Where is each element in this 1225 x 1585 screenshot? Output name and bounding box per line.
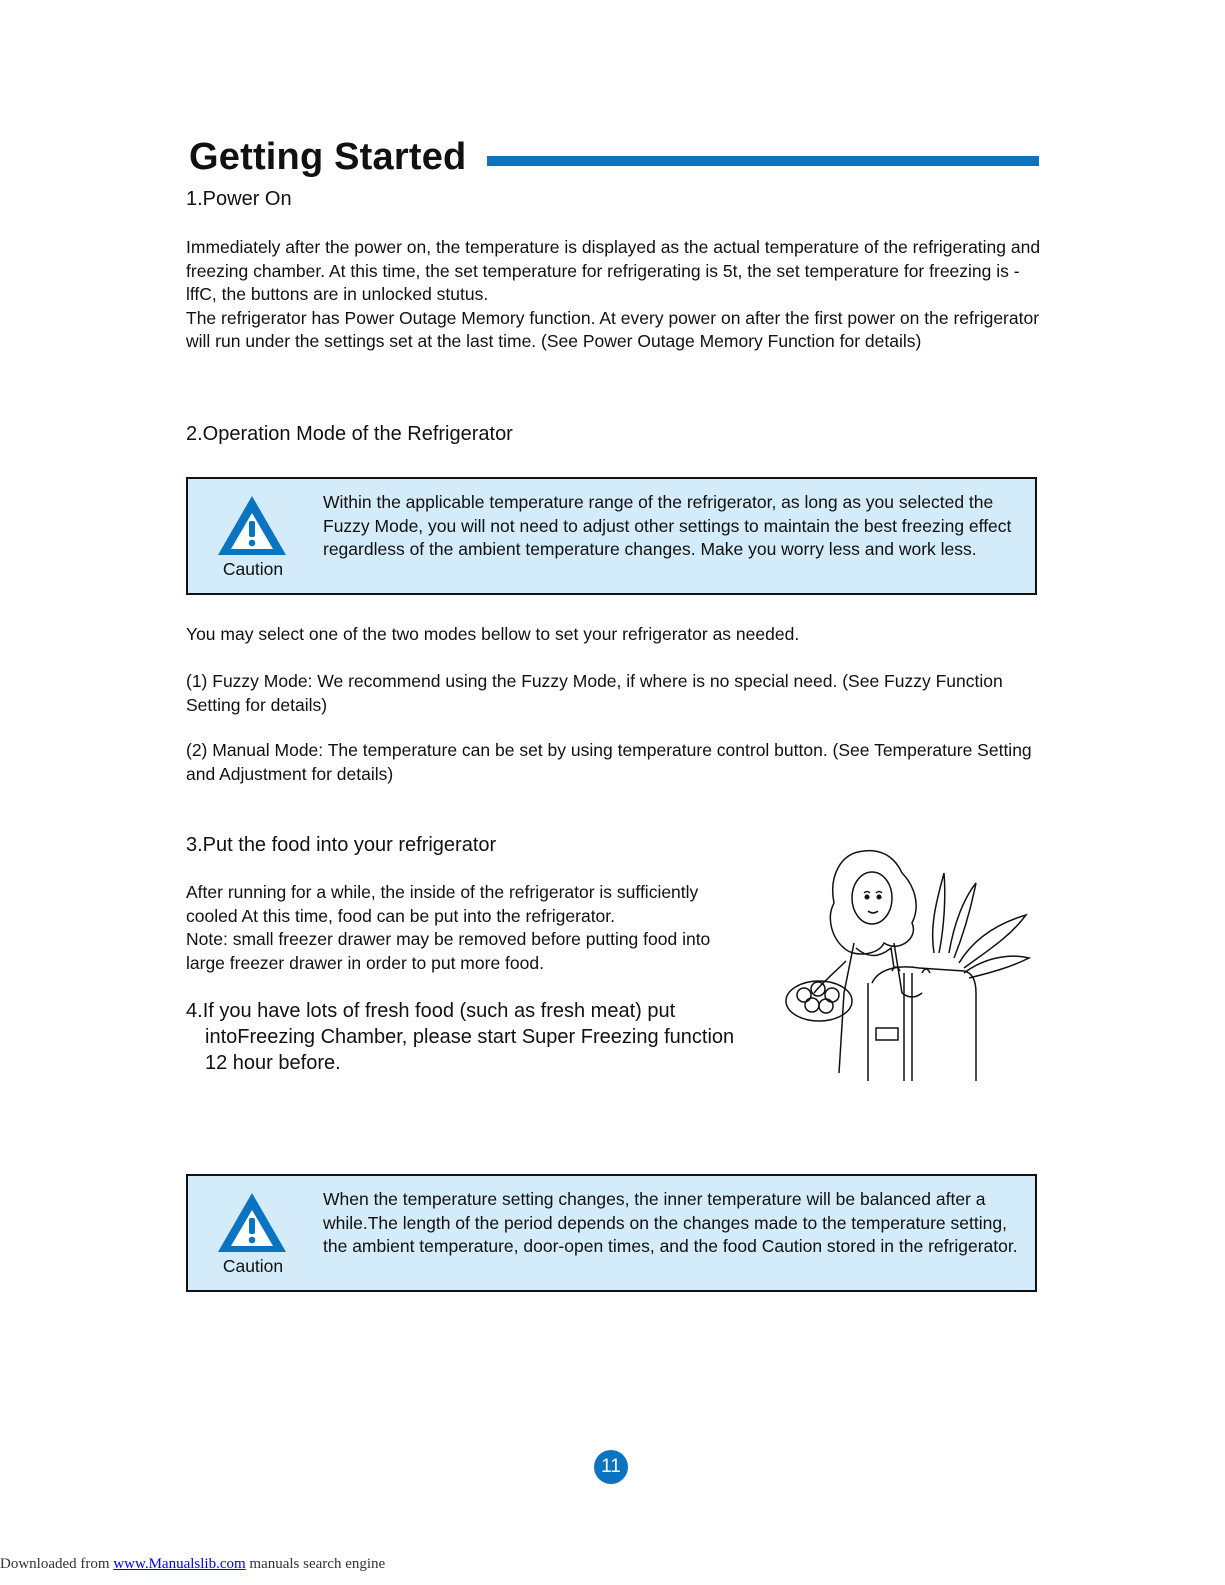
- section-1-paragraph-1: Immediately after the power on, the temperature is displayed as the actual temperature of the refrigerating and freezing chamber. At this time, the set temperature for refrigerating is 5t, the set temperature for freezing is -lffC, the buttons are in unlocked stutus.: [186, 237, 1041, 304]
- warning-triangle-icon: [216, 493, 288, 559]
- section-1-body: [186, 236, 1046, 354]
- section-4-line-2: intoFreezing Chamber, please start Super Freezing function: [205, 1026, 735, 1048]
- modes-intro: You may select one of the two modes bellow to set your refrigerator as needed.: [186, 624, 800, 644]
- caution-label: Caution: [222, 1256, 284, 1276]
- section-3-line-4: large freezer drawer in order to put more food.: [186, 952, 544, 973]
- download-footer: [0, 1556, 385, 1573]
- section-4-number: 4.: [186, 1000, 203, 1022]
- footer-prefix: Downloaded from: [0, 1556, 114, 1572]
- caution-box-2: [186, 1174, 1037, 1292]
- section-1-paragraph-2: The refrigerator has Power Outage Memory function. At every power on after the first power on the refrigerator will run under the settings set at the last time. (See Power Outage Memory Function for details): [186, 307, 1040, 351]
- title-underline-bar: [487, 156, 1039, 166]
- caution-box-1: [186, 477, 1037, 595]
- fuzzy-mode-text: (1) Fuzzy Mode: We recommend using the Fuzzy Mode, if where is no special need. (See Fuzzy Function Setting for details): [186, 671, 1003, 715]
- caution-label: Caution: [222, 559, 284, 579]
- caution-text: Within the applicable temperature range of the refrigerator, as long as you selected the Fuzzy Mode, you will not need to adjust other settings to maintain the best freezing effect regardless of the ambient temperature changes. Make you worry less and work less.: [323, 492, 1012, 559]
- footer-suffix: manuals search engine: [245, 1556, 386, 1572]
- page-number-badge: 11: [594, 1450, 628, 1484]
- woman-refrigerator-illustration: [784, 843, 1044, 1093]
- manual-mode-text: (2) Manual Mode: The temperature can be set by using temperature control button. (See Temperature Setting and Adjustment for details): [186, 740, 1032, 784]
- section-3-line-3: Note: small freezer drawer may be removed before putting food into: [186, 929, 711, 949]
- section-3-line-1: After running for a while, the inside of the refrigerator is sufficiently: [186, 882, 699, 902]
- section-2-heading: 2.Operation Mode of the Refrigerator: [186, 423, 513, 445]
- section-1-heading: 1.Power On: [186, 188, 292, 210]
- section-4-line-3: 12 hour before.: [205, 1052, 341, 1074]
- section-3-body: [186, 881, 786, 975]
- section-3-line-2: cooled At this time, food can be put into the refrigerator.: [186, 905, 616, 926]
- page-title: Getting Started: [189, 136, 467, 178]
- warning-triangle-icon: [216, 1190, 288, 1256]
- caution-text: When the temperature setting changes, the inner temperature will be balanced after a while.The length of the period depends on the changes made to the temperature setting, the ambient temperature, door-open times, and the food Caution stored in the refrigerator.: [323, 1189, 1018, 1256]
- manualslib-link[interactable]: www.Manualslib.com: [113, 1556, 246, 1572]
- section-4-body: [186, 998, 796, 1076]
- section-3-heading: 3.Put the food into your refrigerator: [186, 834, 497, 856]
- section-4-line-1: If you have lots of fresh food (such as fresh meat) put: [202, 1000, 676, 1022]
